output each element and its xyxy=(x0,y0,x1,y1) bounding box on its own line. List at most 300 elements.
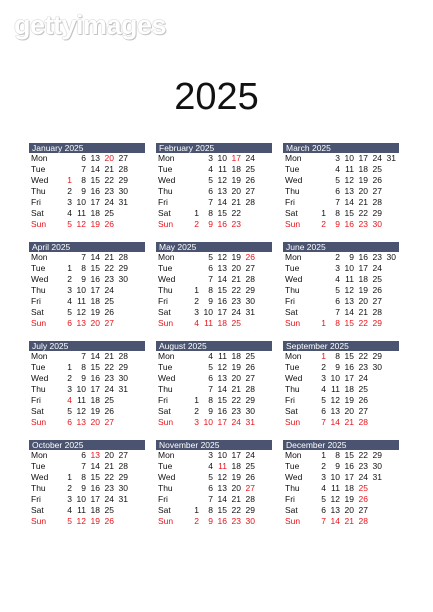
date-cell xyxy=(313,186,327,197)
date-cell: 17 xyxy=(90,285,100,295)
day-name: Sat xyxy=(285,307,298,317)
date-cell xyxy=(115,505,129,516)
date-cell: 5 xyxy=(208,175,213,185)
date-cell: 14 xyxy=(217,384,227,394)
day-name: Sat xyxy=(31,406,44,416)
day-row xyxy=(156,208,272,219)
date-cell xyxy=(313,307,327,318)
date-cell: 11 xyxy=(77,395,86,405)
day-name: Thu xyxy=(158,483,173,493)
day-row xyxy=(29,175,145,186)
day-row xyxy=(29,219,145,230)
date-cell: 31 xyxy=(118,494,128,504)
date-cell: 2 xyxy=(67,483,72,493)
date-cell: 14 xyxy=(217,274,227,284)
date-cell: 1 xyxy=(321,208,326,218)
date-cell: 15 xyxy=(90,175,100,185)
day-name: Mon xyxy=(31,153,48,163)
date-cell: 13 xyxy=(90,450,100,460)
date-cell: 7 xyxy=(81,461,86,471)
month-header: February 2025 xyxy=(156,143,272,153)
date-cell xyxy=(383,318,397,329)
date-cell xyxy=(186,186,200,197)
date-cell: 14 xyxy=(217,197,227,207)
date-cell: 27 xyxy=(358,406,368,416)
day-name: Fri xyxy=(158,395,168,405)
day-row xyxy=(156,164,272,175)
day-name: Fri xyxy=(285,395,295,405)
date-cell: 18 xyxy=(358,274,368,284)
date-cell: 7 xyxy=(81,164,86,174)
date-cell: 26 xyxy=(245,252,255,262)
date-cell: 11 xyxy=(77,208,86,218)
date-cell: 21 xyxy=(344,417,354,427)
day-row xyxy=(29,483,145,494)
date-cell: 7 xyxy=(208,197,213,207)
date-cell: 25 xyxy=(245,461,255,471)
day-row xyxy=(283,208,399,219)
date-cell: 27 xyxy=(104,417,114,427)
date-cell: 25 xyxy=(358,384,368,394)
day-row xyxy=(29,186,145,197)
day-name: Wed xyxy=(31,472,49,482)
day-name: Wed xyxy=(31,373,49,383)
date-cell: 17 xyxy=(90,494,100,504)
date-cell xyxy=(313,274,327,285)
date-cell: 6 xyxy=(81,153,86,163)
day-name: Wed xyxy=(158,175,176,185)
day-name: Fri xyxy=(31,296,41,306)
day-name: Sun xyxy=(31,417,47,427)
date-cell: 23 xyxy=(372,252,382,262)
date-cell: 3 xyxy=(67,285,72,295)
day-name: Fri xyxy=(31,395,41,405)
day-name: Wed xyxy=(158,274,176,284)
day-name: Tue xyxy=(285,263,300,273)
date-cell: 18 xyxy=(344,483,354,493)
date-cell: 28 xyxy=(372,197,382,207)
date-cell: 18 xyxy=(231,164,241,174)
date-cell: 3 xyxy=(194,417,199,427)
date-cell: 6 xyxy=(321,505,326,515)
month-block xyxy=(156,440,272,527)
day-name: Sun xyxy=(285,516,301,526)
date-cell: 16 xyxy=(90,186,100,196)
date-cell: 31 xyxy=(372,472,382,482)
day-row xyxy=(283,417,399,428)
date-cell: 22 xyxy=(358,208,368,218)
date-cell xyxy=(313,263,327,274)
date-cell: 22 xyxy=(231,285,241,295)
day-row xyxy=(283,219,399,230)
day-name: Thu xyxy=(31,285,46,295)
day-name: Fri xyxy=(285,197,295,207)
date-cell: 11 xyxy=(331,483,340,493)
date-cell: 14 xyxy=(330,417,340,427)
day-name: Sat xyxy=(158,208,171,218)
date-cell: 7 xyxy=(81,351,86,361)
day-row xyxy=(156,384,272,395)
date-cell: 10 xyxy=(76,285,86,295)
date-cell: 15 xyxy=(90,263,100,273)
date-cell: 22 xyxy=(104,263,114,273)
date-cell: 23 xyxy=(104,483,114,493)
date-cell: 22 xyxy=(104,175,114,185)
date-cell: 21 xyxy=(231,384,241,394)
date-cell: 17 xyxy=(358,263,368,273)
date-cell: 8 xyxy=(335,351,340,361)
date-cell: 20 xyxy=(90,318,100,328)
date-cell: 6 xyxy=(321,406,326,416)
date-cell: 27 xyxy=(245,263,255,273)
date-cell xyxy=(369,516,383,527)
date-cell: 1 xyxy=(194,505,199,515)
day-row xyxy=(283,395,399,406)
date-cell: 6 xyxy=(208,373,213,383)
day-name: Sat xyxy=(31,307,44,317)
date-cell: 22 xyxy=(358,450,368,460)
day-name: Mon xyxy=(285,450,302,460)
day-row xyxy=(283,252,399,263)
date-cell: 30 xyxy=(118,373,128,383)
day-row xyxy=(29,516,145,527)
date-cell: 19 xyxy=(358,285,368,295)
date-cell: 25 xyxy=(104,208,114,218)
date-cell: 11 xyxy=(77,505,86,515)
day-name: Tue xyxy=(285,461,300,471)
day-row xyxy=(29,472,145,483)
date-cell: 4 xyxy=(67,296,72,306)
date-cell: 31 xyxy=(245,417,255,427)
day-row xyxy=(29,263,145,274)
date-cell: 13 xyxy=(330,406,340,416)
date-cell xyxy=(59,461,73,472)
date-cell: 6 xyxy=(335,186,340,196)
day-row xyxy=(283,494,399,505)
day-row xyxy=(29,351,145,362)
date-cell: 13 xyxy=(330,505,340,515)
date-cell: 27 xyxy=(118,153,128,163)
date-cell: 21 xyxy=(104,252,114,262)
date-cell: 18 xyxy=(231,461,241,471)
date-cell: 4 xyxy=(208,461,213,471)
date-cell: 24 xyxy=(372,153,382,163)
date-cell: 16 xyxy=(344,362,354,372)
date-cell: 18 xyxy=(231,351,241,361)
date-cell: 31 xyxy=(245,307,255,317)
date-cell: 12 xyxy=(217,175,227,185)
date-cell: 3 xyxy=(67,384,72,394)
day-name: Wed xyxy=(31,175,49,185)
date-cell: 6 xyxy=(81,450,86,460)
date-cell xyxy=(59,450,73,461)
date-cell: 16 xyxy=(90,274,100,284)
date-cell: 26 xyxy=(358,494,368,504)
date-cell: 7 xyxy=(208,274,213,284)
date-cell: 21 xyxy=(104,164,114,174)
date-cell: 17 xyxy=(217,307,227,317)
date-cell: 25 xyxy=(104,395,114,405)
month-header: June 2025 xyxy=(283,242,399,252)
date-cell xyxy=(186,274,200,285)
date-cell: 26 xyxy=(104,516,114,526)
date-cell: 8 xyxy=(335,208,340,218)
date-cell: 24 xyxy=(358,472,368,482)
date-cell: 3 xyxy=(208,153,213,163)
date-cell: 30 xyxy=(372,219,382,229)
date-cell xyxy=(383,175,397,186)
date-cell: 20 xyxy=(231,263,241,273)
day-name: Tue xyxy=(285,362,300,372)
date-cell: 31 xyxy=(118,384,128,394)
day-name: Mon xyxy=(285,252,302,262)
day-name: Fri xyxy=(31,197,41,207)
date-cell xyxy=(383,285,397,296)
date-cell xyxy=(115,417,129,428)
month-header: August 2025 xyxy=(156,341,272,351)
date-cell: 8 xyxy=(81,362,86,372)
date-cell: 30 xyxy=(118,274,128,284)
date-cell: 20 xyxy=(104,450,114,460)
day-name: Tue xyxy=(31,362,46,372)
day-row xyxy=(156,362,272,373)
date-cell: 8 xyxy=(81,175,86,185)
day-name: Thu xyxy=(158,186,173,196)
date-cell: 12 xyxy=(217,472,227,482)
day-row xyxy=(283,307,399,318)
day-row xyxy=(156,197,272,208)
day-row xyxy=(29,197,145,208)
date-cell: 17 xyxy=(344,472,354,482)
day-name: Wed xyxy=(285,175,303,185)
day-name: Fri xyxy=(158,494,168,504)
month-header: April 2025 xyxy=(29,242,145,252)
date-cell: 22 xyxy=(231,395,241,405)
date-cell: 29 xyxy=(118,263,128,273)
date-cell: 27 xyxy=(245,373,255,383)
date-cell: 19 xyxy=(90,516,100,526)
day-row xyxy=(156,153,272,164)
date-cell: 9 xyxy=(208,219,213,229)
date-cell: 19 xyxy=(90,406,100,416)
date-cell xyxy=(186,263,200,274)
date-cell xyxy=(186,494,200,505)
date-cell: 4 xyxy=(67,505,72,515)
date-cell: 3 xyxy=(194,307,199,317)
day-row xyxy=(283,351,399,362)
date-cell: 18 xyxy=(90,208,100,218)
date-cell xyxy=(115,285,129,296)
date-cell: 21 xyxy=(231,494,241,504)
date-cell: 20 xyxy=(90,417,100,427)
date-cell xyxy=(186,450,200,461)
date-cell: 7 xyxy=(208,494,213,504)
date-cell: 8 xyxy=(208,285,213,295)
date-cell: 13 xyxy=(76,417,86,427)
date-cell: 9 xyxy=(81,373,86,383)
day-row xyxy=(283,505,399,516)
day-name: Mon xyxy=(285,153,302,163)
date-cell: 12 xyxy=(217,252,227,262)
day-name: Sun xyxy=(285,417,301,427)
day-name: Sat xyxy=(158,505,171,515)
date-cell: 14 xyxy=(344,307,354,317)
date-cell: 11 xyxy=(218,461,227,471)
date-cell: 8 xyxy=(335,318,340,328)
date-cell: 28 xyxy=(245,274,255,284)
day-row xyxy=(156,296,272,307)
day-name: Thu xyxy=(158,285,173,295)
date-cell: 27 xyxy=(104,318,114,328)
day-name: Mon xyxy=(158,450,175,460)
calendar-year-title: 2025 xyxy=(174,76,259,118)
day-name: Thu xyxy=(158,384,173,394)
date-cell: 21 xyxy=(104,351,114,361)
date-cell xyxy=(186,373,200,384)
month-block xyxy=(156,341,272,428)
day-row xyxy=(29,450,145,461)
date-cell: 6 xyxy=(335,296,340,306)
date-cell: 12 xyxy=(217,362,227,372)
date-cell: 5 xyxy=(67,516,72,526)
date-cell: 2 xyxy=(67,186,72,196)
date-cell: 12 xyxy=(330,494,340,504)
date-cell: 26 xyxy=(104,307,114,317)
date-cell: 26 xyxy=(372,285,382,295)
date-cell: 11 xyxy=(218,164,227,174)
date-cell: 18 xyxy=(217,318,227,328)
date-cell: 6 xyxy=(208,186,213,196)
date-cell: 5 xyxy=(335,285,340,295)
date-cell: 8 xyxy=(335,450,340,460)
date-cell: 28 xyxy=(118,461,128,471)
day-row xyxy=(156,461,272,472)
date-cell: 10 xyxy=(203,417,213,427)
date-cell xyxy=(383,274,397,285)
month-block xyxy=(29,143,145,230)
date-cell: 16 xyxy=(217,516,227,526)
date-cell: 23 xyxy=(231,406,241,416)
day-row xyxy=(283,373,399,384)
date-cell: 1 xyxy=(67,362,72,372)
day-name: Thu xyxy=(285,186,300,196)
date-cell xyxy=(313,153,327,164)
day-name: Thu xyxy=(285,384,300,394)
date-cell: 4 xyxy=(321,384,326,394)
date-cell: 28 xyxy=(118,164,128,174)
date-cell: 2 xyxy=(67,373,72,383)
date-cell: 2 xyxy=(321,461,326,471)
date-cell: 2 xyxy=(321,362,326,372)
day-name: Sat xyxy=(285,505,298,515)
date-cell: 30 xyxy=(372,461,382,471)
date-cell: 28 xyxy=(245,494,255,504)
month-header: January 2025 xyxy=(29,143,145,153)
date-cell: 5 xyxy=(208,252,213,262)
date-cell xyxy=(369,406,383,417)
date-cell: 20 xyxy=(104,153,114,163)
date-cell xyxy=(186,384,200,395)
date-cell: 4 xyxy=(67,395,72,405)
day-row xyxy=(29,318,145,329)
day-name: Sat xyxy=(285,208,298,218)
date-cell: 29 xyxy=(118,362,128,372)
getty-images-watermark: gettyimages xyxy=(14,10,167,40)
date-cell: 23 xyxy=(358,461,368,471)
date-cell: 9 xyxy=(81,186,86,196)
day-row xyxy=(283,263,399,274)
day-row xyxy=(29,362,145,373)
date-cell: 25 xyxy=(104,505,114,515)
day-name: Fri xyxy=(285,296,295,306)
date-cell: 1 xyxy=(321,318,326,328)
day-name: Mon xyxy=(31,351,48,361)
month-block xyxy=(283,341,399,428)
date-cell: 10 xyxy=(330,472,340,482)
date-cell: 20 xyxy=(358,296,368,306)
day-row xyxy=(156,483,272,494)
date-cell: 30 xyxy=(386,252,396,262)
day-row xyxy=(283,362,399,373)
day-name: Wed xyxy=(31,274,49,284)
date-cell: 2 xyxy=(335,252,340,262)
date-cell: 10 xyxy=(203,307,213,317)
date-cell: 21 xyxy=(344,516,354,526)
month-block xyxy=(283,143,399,230)
date-cell: 22 xyxy=(231,208,241,218)
date-cell xyxy=(383,307,397,318)
date-cell: 13 xyxy=(76,318,86,328)
day-name: Tue xyxy=(158,362,173,372)
date-cell: 30 xyxy=(245,516,255,526)
day-name: Sat xyxy=(31,208,44,218)
date-cell: 16 xyxy=(217,219,227,229)
date-cell: 15 xyxy=(217,285,227,295)
date-cell: 22 xyxy=(358,351,368,361)
date-cell: 17 xyxy=(358,153,368,163)
date-cell: 15 xyxy=(90,472,100,482)
month-block xyxy=(283,440,399,527)
date-cell: 23 xyxy=(358,362,368,372)
date-cell xyxy=(313,296,327,307)
month-header: November 2025 xyxy=(156,440,272,450)
month-block xyxy=(283,242,399,329)
date-cell: 29 xyxy=(245,395,255,405)
date-cell: 4 xyxy=(321,483,326,493)
date-cell: 11 xyxy=(345,274,354,284)
day-row xyxy=(29,285,145,296)
date-cell: 13 xyxy=(217,186,227,196)
day-row xyxy=(283,472,399,483)
date-cell: 15 xyxy=(90,362,100,372)
date-cell: 22 xyxy=(104,472,114,482)
date-cell xyxy=(369,505,383,516)
date-cell xyxy=(313,164,327,175)
date-cell xyxy=(313,175,327,186)
date-cell xyxy=(115,395,129,406)
date-cell: 10 xyxy=(76,494,86,504)
date-cell: 22 xyxy=(104,362,114,372)
date-cell xyxy=(383,197,397,208)
date-cell: 18 xyxy=(344,384,354,394)
date-cell: 27 xyxy=(118,450,128,460)
day-row xyxy=(156,516,272,527)
month-header: December 2025 xyxy=(283,440,399,450)
date-cell: 3 xyxy=(335,153,340,163)
day-name: Sat xyxy=(31,505,44,515)
date-cell: 20 xyxy=(358,186,368,196)
day-row xyxy=(29,406,145,417)
